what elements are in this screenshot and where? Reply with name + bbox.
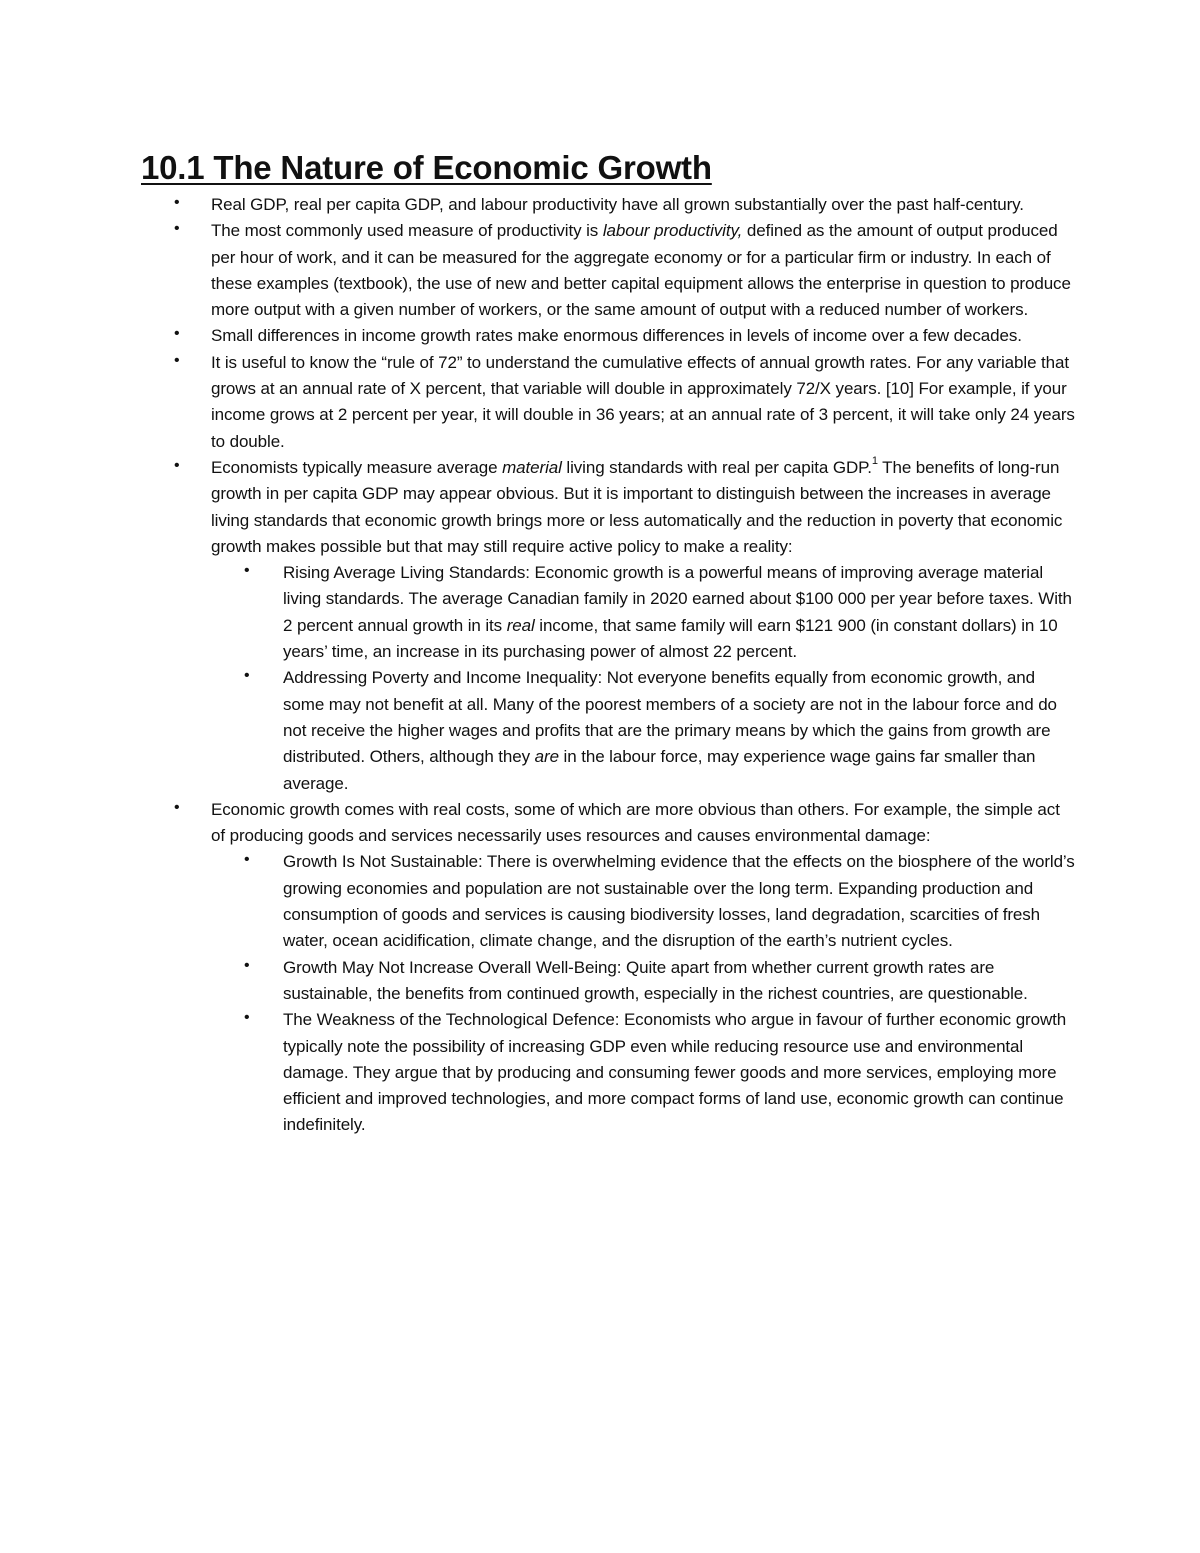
list-item (141, 797, 1076, 1139)
bullet-icon: • (174, 456, 180, 474)
bullet-icon: • (174, 798, 180, 816)
emphasized-term: material (502, 457, 562, 477)
sub-list-item (211, 665, 1076, 796)
list-item (141, 455, 1076, 797)
sub-list-item-text: income, that same family will earn $121 900 (in constant dollars) in 10 years’ time, an increase in its purchasing power of almost 22 percent. (283, 615, 1058, 662)
bullet-icon: • (244, 667, 250, 685)
footnote-reference[interactable]: 1 (871, 455, 878, 468)
bullet-icon: • (174, 325, 180, 343)
sub-bullet-list (211, 849, 1076, 1138)
sub-list-item-text: Addressing Poverty and Income Inequality: Not everyone benefits equally from economic growth, and some may not benefit at all. Many of the poorest members of a society are not in the labour force and do not receive the higher wages and profits that are the primary means by which the gains from growth are distributed. Others, although they (283, 668, 1057, 767)
sub-bullet-list (211, 560, 1076, 797)
list-item-text: The benefits of long-run growth in per capita GDP may appear obvious. But it is important to distinguish between the increases in average living standards that economic growth brings more or less automatically and the reduction in poverty that economic growth makes possible but that may still require active policy to make a reality: (211, 457, 1063, 556)
list-item-text: Real GDP, real per capita GDP, and labour productivity have all grown substantially over the past half-century. (211, 195, 1024, 214)
list-item-text: living standards with real per capita GDP. (561, 457, 872, 477)
bullet-icon: • (244, 562, 250, 580)
list-item-text: Small differences in income growth rates make enormous differences in levels of income over a few decades. (211, 326, 1022, 346)
sub-list-item-text: Growth May Not Increase Overall Well-Being: Quite apart from whether current growth rates are sustainable, the benefits from continued growth, especially in the richest countries, are questionable. (283, 957, 1028, 1003)
main-bullet-list (141, 192, 1076, 1139)
emphasized-term: real (506, 615, 535, 635)
bullet-icon: • (244, 956, 250, 974)
emphasized-term: are (534, 747, 559, 767)
sub-list-item (211, 1007, 1076, 1138)
sub-list-item (211, 849, 1076, 954)
list-item (141, 192, 1076, 218)
bullet-icon: • (174, 220, 180, 238)
list-item (141, 350, 1076, 455)
list-item (141, 218, 1076, 323)
sub-list-item-text: Rising Average Living Standards: Economic growth is a powerful means of improving average material living standards. The average Canadian family in 2020 earned about $100 000 per year before taxes. With 2 percent annual growth in its (283, 563, 1072, 635)
list-item-text: Economists typically measure average (211, 457, 503, 477)
list-item (141, 323, 1076, 349)
bullet-icon: • (174, 351, 180, 369)
sub-list-item (211, 955, 1076, 1008)
sub-list-item (211, 560, 1076, 665)
sub-list-item-text: The Weakness of the Technological Defence: Economists who argue in favour of further economic growth typically note the possibility of increasing GDP even while reducing resource use and environmental damage. They argue that by producing and consuming fewer goods and more services, employing more efficient and improved technologies, and more compact forms of land use, economic growth can continue indefinitely. (283, 1010, 1067, 1135)
emphasized-term: labour productivity, (602, 221, 743, 241)
section-heading: 10.1 The Nature of Economic Growth (141, 149, 712, 186)
bullet-icon: • (174, 194, 180, 211)
sub-list-item-text: Growth Is Not Sustainable: There is overwhelming evidence that the effects on the biosphere of the world’s growing economies and population are not sustainable over the long term. Expanding production and consumption of goods and services is causing biodiversity losses, land degradation, scarcities of fresh water, ocean acidification, climate change, and the disruption of the earth’s nutrient cycles. (283, 852, 1075, 951)
list-item-text: It is useful to know the “rule of 72” to understand the cumulative effects of annual growth rates. For any variable that grows at an annual rate of X percent, that variable will double in approximately 72/X years. [10] For example, if your income grows at 2 percent per year, it will double in 36 years; at an annual rate of 3 percent, it will take only 24 years to double. (211, 352, 1075, 451)
document-body (141, 146, 1076, 1139)
list-item-text: defined as the amount of output produced per hour of work, and it can be measured for the aggregate economy or for a particular firm or industry. In each of these examples (textbook), the use of new and better capital equipment allows the enterprise in question to produce more output with a given number of workers, or the same amount of output with a reduced number of workers. (211, 221, 1071, 320)
list-item-text: Economic growth comes with real costs, some of which are more obvious than others. For example, the simple act of producing goods and services necessarily uses resources and causes environmental damage: (211, 799, 1060, 846)
bullet-icon: • (244, 1009, 250, 1027)
sub-list-item-text: in the labour force, may experience wage gains far smaller than average. (283, 747, 1036, 793)
list-item-text: The most commonly used measure of productivity is (211, 221, 603, 241)
bullet-icon: • (244, 851, 250, 869)
